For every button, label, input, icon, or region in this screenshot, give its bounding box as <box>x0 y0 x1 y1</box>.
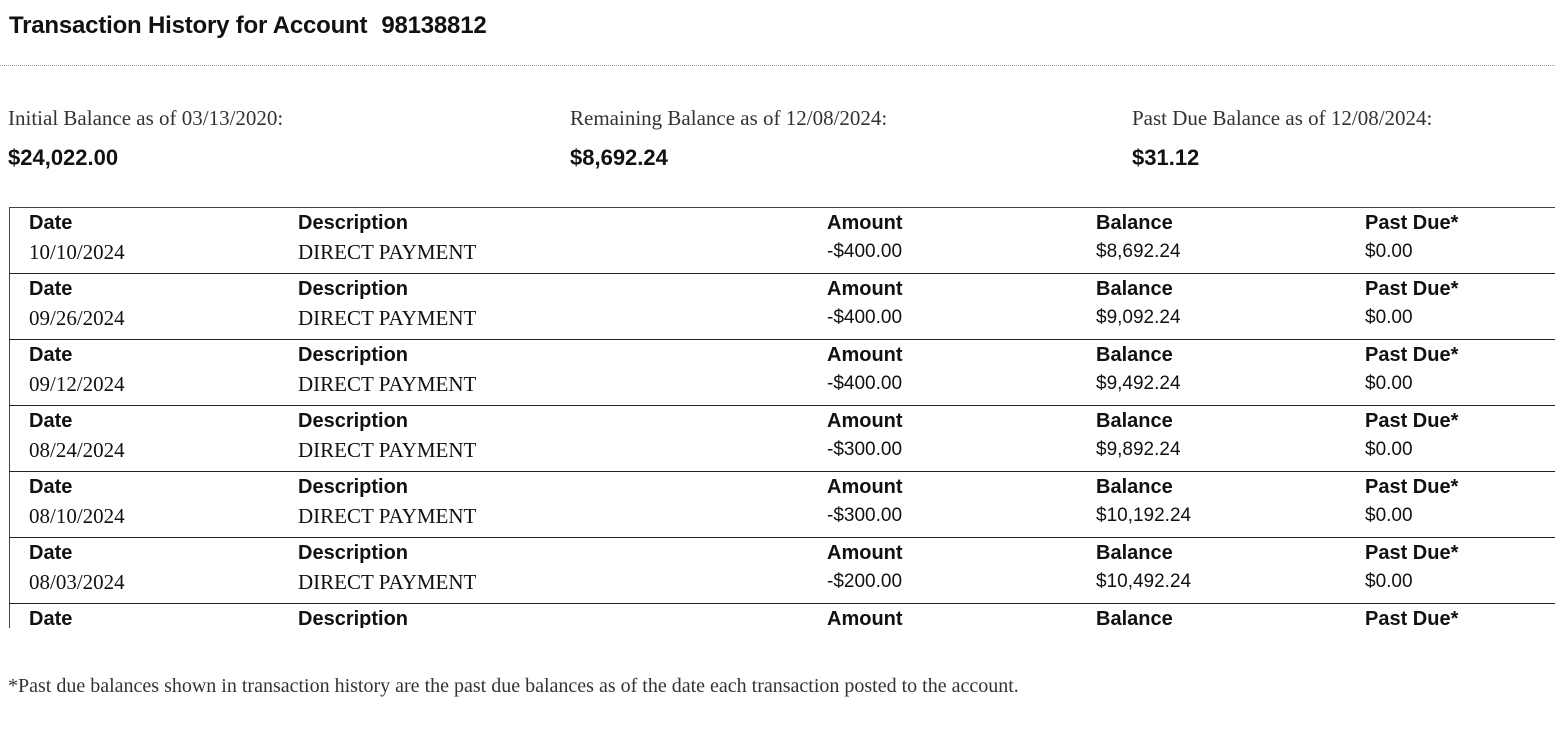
date-cell <box>29 410 125 463</box>
date-cell <box>29 344 125 397</box>
amount-cell <box>827 212 903 263</box>
past-due-value: $0.00 <box>1365 571 1413 592</box>
amount-cell <box>827 476 903 527</box>
date-header: Date <box>29 212 73 234</box>
transaction-list-scroll-area[interactable] <box>9 207 1555 628</box>
transaction-row <box>9 472 1555 538</box>
date-value: 10/10/2024 <box>29 240 125 264</box>
remaining-balance-block <box>570 106 887 171</box>
description-cell <box>298 278 476 331</box>
page-title <box>9 12 487 40</box>
amount-cell <box>827 278 903 329</box>
balance-header: Balance <box>1096 608 1173 628</box>
transaction-row-partial <box>9 604 1555 628</box>
date-cell <box>29 608 72 628</box>
amount-header: Amount <box>827 476 903 498</box>
date-cell <box>29 278 125 331</box>
amount-value: -$300.00 <box>827 439 903 460</box>
balance-cell <box>1096 344 1181 395</box>
balance-cell <box>1096 410 1181 461</box>
balance-value: $9,892.24 <box>1096 439 1181 460</box>
balance-cell <box>1096 278 1181 329</box>
date-value: 09/26/2024 <box>29 306 125 330</box>
past-due-cell <box>1365 608 1458 628</box>
description-header: Description <box>298 344 409 366</box>
past-due-value: $0.00 <box>1365 241 1413 262</box>
date-header: Date <box>29 476 73 498</box>
initial-balance-label: Initial Balance as of 03/13/2020: <box>8 106 284 130</box>
past-due-header: Past Due* <box>1365 542 1459 564</box>
balance-value: $9,092.24 <box>1096 307 1181 328</box>
initial-balance-block <box>8 106 283 171</box>
description-header: Description <box>298 476 409 498</box>
amount-value: -$200.00 <box>827 571 903 592</box>
past-due-cell <box>1365 410 1458 461</box>
past-due-cell <box>1365 344 1458 395</box>
description-value: DIRECT PAYMENT <box>298 438 477 462</box>
amount-value: -$400.00 <box>827 307 903 328</box>
past-due-cell <box>1365 278 1458 329</box>
description-header: Description <box>298 410 409 432</box>
date-cell <box>29 542 125 595</box>
balance-header: Balance <box>1096 212 1173 234</box>
description-header: Description <box>298 542 409 564</box>
balance-header: Balance <box>1096 476 1173 498</box>
amount-value: -$400.00 <box>827 373 903 394</box>
past-due-header: Past Due* <box>1365 608 1459 628</box>
transaction-row <box>9 340 1555 406</box>
amount-header: Amount <box>827 608 903 628</box>
date-header: Date <box>29 344 73 366</box>
date-value: 08/03/2024 <box>29 570 125 594</box>
past-due-header: Past Due* <box>1365 212 1459 234</box>
transaction-row <box>9 208 1555 274</box>
amount-cell <box>827 542 903 593</box>
amount-header: Amount <box>827 410 903 432</box>
date-value: 08/10/2024 <box>29 504 125 528</box>
past-due-value: $0.00 <box>1365 505 1413 526</box>
description-cell <box>298 542 476 595</box>
balance-header: Balance <box>1096 410 1173 432</box>
balance-header: Balance <box>1096 542 1173 564</box>
description-header: Description <box>298 278 409 300</box>
date-value: 09/12/2024 <box>29 372 125 396</box>
balance-value: $8,692.24 <box>1096 241 1181 262</box>
balance-value: $10,492.24 <box>1096 571 1192 592</box>
description-value: DIRECT PAYMENT <box>298 372 477 396</box>
description-cell <box>298 212 476 265</box>
past-due-balance-label: Past Due Balance as of 12/08/2024: <box>1132 106 1433 130</box>
description-cell <box>298 410 476 463</box>
amount-value: -$400.00 <box>827 241 903 262</box>
past-due-cell <box>1365 476 1458 527</box>
balance-header: Balance <box>1096 344 1173 366</box>
past-due-value: $0.00 <box>1365 373 1413 394</box>
date-header: Date <box>29 410 73 432</box>
description-header: Description <box>298 608 409 628</box>
past-due-balance-value: $31.12 <box>1132 145 1200 170</box>
description-value: DIRECT PAYMENT <box>298 570 477 594</box>
transaction-row <box>9 274 1555 340</box>
date-cell <box>29 212 125 265</box>
past-due-cell <box>1365 212 1458 263</box>
past-due-header: Past Due* <box>1365 476 1459 498</box>
amount-cell <box>827 410 903 461</box>
balance-cell <box>1096 542 1191 593</box>
description-cell <box>298 476 476 529</box>
initial-balance-value: $24,022.00 <box>8 145 119 170</box>
balance-cell <box>1096 476 1191 527</box>
transaction-row <box>9 406 1555 472</box>
date-value: 08/24/2024 <box>29 438 125 462</box>
past-due-header: Past Due* <box>1365 278 1459 300</box>
amount-header: Amount <box>827 212 903 234</box>
description-cell <box>298 608 408 628</box>
balance-cell <box>1096 608 1173 628</box>
past-due-header: Past Due* <box>1365 344 1459 366</box>
past-due-balance-block <box>1132 106 1432 171</box>
balance-cell <box>1096 212 1181 263</box>
amount-cell <box>827 608 903 628</box>
transaction-row <box>9 538 1555 604</box>
balance-value: $9,492.24 <box>1096 373 1181 394</box>
amount-header: Amount <box>827 344 903 366</box>
remaining-balance-value: $8,692.24 <box>570 145 668 170</box>
description-value: DIRECT PAYMENT <box>298 504 477 528</box>
description-cell <box>298 344 476 397</box>
amount-header: Amount <box>827 278 903 300</box>
description-value: DIRECT PAYMENT <box>298 240 477 264</box>
amount-cell <box>827 344 903 395</box>
date-header: Date <box>29 278 73 300</box>
past-due-cell <box>1365 542 1458 593</box>
transaction-list <box>9 208 1555 628</box>
description-header: Description <box>298 212 409 234</box>
past-due-header: Past Due* <box>1365 410 1459 432</box>
header-divider <box>0 65 1555 66</box>
page-title-text: Transaction History for Account <box>9 12 368 39</box>
balance-header: Balance <box>1096 278 1173 300</box>
date-cell <box>29 476 125 529</box>
past-due-footnote: *Past due balances shown in transaction history are the past due balances as of the date each transaction posted to the account. <box>8 675 1019 697</box>
account-number: 98138812 <box>381 12 487 39</box>
date-header: Date <box>29 542 73 564</box>
past-due-value: $0.00 <box>1365 307 1413 328</box>
remaining-balance-label: Remaining Balance as of 12/08/2024: <box>570 106 888 130</box>
past-due-value: $0.00 <box>1365 439 1413 460</box>
date-header: Date <box>29 608 73 628</box>
amount-value: -$300.00 <box>827 505 903 526</box>
description-value: DIRECT PAYMENT <box>298 306 477 330</box>
amount-header: Amount <box>827 542 903 564</box>
balance-value: $10,192.24 <box>1096 505 1192 526</box>
